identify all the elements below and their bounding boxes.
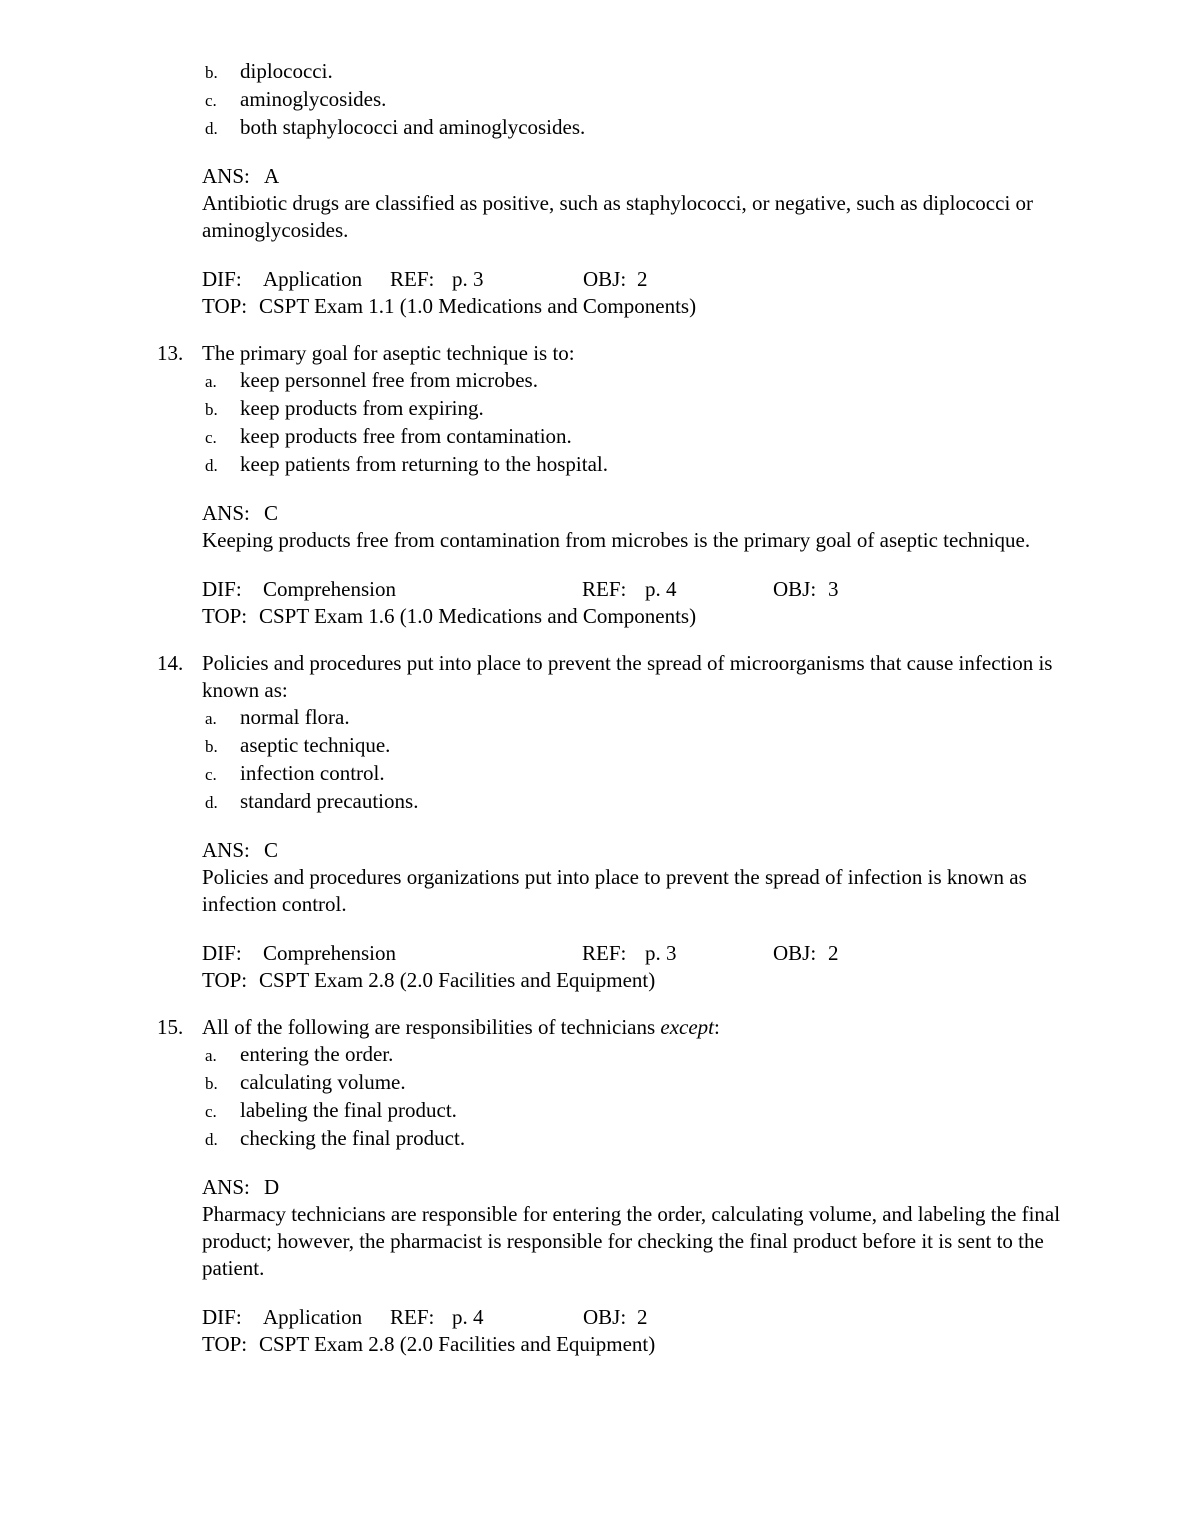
dif-row bbox=[202, 266, 1085, 293]
obj-label: OBJ: bbox=[583, 1305, 627, 1329]
option-text: infection control. bbox=[240, 761, 385, 785]
option-text: keep personnel free from microbes. bbox=[240, 368, 538, 392]
answer-row bbox=[202, 500, 1085, 527]
top-label: TOP: bbox=[202, 968, 248, 992]
ref-value: p. 4 bbox=[645, 577, 677, 601]
question-stem-run: : bbox=[714, 1015, 720, 1039]
option-row bbox=[202, 58, 1085, 86]
options-list bbox=[202, 367, 1085, 479]
question-block-12-partial bbox=[202, 58, 1085, 320]
answer-label: ANS: bbox=[202, 838, 250, 862]
question-text bbox=[157, 650, 1085, 704]
option-letter: c. bbox=[205, 428, 217, 447]
option-text: aseptic technique. bbox=[240, 733, 391, 757]
top-label: TOP: bbox=[202, 604, 248, 628]
question-stem-run: All of the following are responsibilities of technicians bbox=[202, 1015, 661, 1039]
option-text: diplococci. bbox=[240, 59, 333, 83]
option-letter: c. bbox=[205, 1102, 217, 1121]
ref-label: REF: bbox=[582, 577, 627, 601]
option-row bbox=[202, 1097, 1085, 1125]
answer-value: C bbox=[264, 501, 279, 525]
ref-label: REF: bbox=[390, 1305, 435, 1329]
ref-value: p. 3 bbox=[645, 941, 677, 965]
option-text: labeling the final product. bbox=[240, 1098, 457, 1122]
dif-label: DIF: bbox=[202, 267, 242, 291]
rationale-text: Keeping products free from contamination from microbes is the primary goal of aseptic technique. bbox=[202, 528, 1031, 552]
answer-label: ANS: bbox=[202, 501, 250, 525]
option-row bbox=[202, 732, 1085, 760]
top-value: CSPT Exam 2.8 (2.0 Facilities and Equipment) bbox=[259, 968, 656, 992]
question-block-13 bbox=[157, 340, 1085, 630]
option-text: both staphylococci and aminoglycosides. bbox=[240, 115, 586, 139]
answer-label: ANS: bbox=[202, 164, 250, 188]
option-row bbox=[202, 760, 1085, 788]
top-row bbox=[202, 967, 1085, 994]
top-value: CSPT Exam 2.8 (2.0 Facilities and Equipment) bbox=[259, 1332, 656, 1356]
top-row bbox=[202, 1331, 1085, 1358]
option-letter: b. bbox=[205, 1074, 218, 1093]
options-list bbox=[202, 704, 1085, 816]
question-number: 14. bbox=[157, 651, 184, 675]
dif-row bbox=[202, 576, 1085, 603]
obj-value: 3 bbox=[828, 577, 839, 601]
option-row bbox=[202, 1069, 1085, 1097]
option-row bbox=[202, 367, 1085, 395]
rationale-text: Pharmacy technicians are responsible for entering the order, calculating volume, and labeling the final product; however, the pharmacist is responsible for checking the final product before it is sent to the patient. bbox=[202, 1202, 1061, 1280]
option-text: calculating volume. bbox=[240, 1070, 406, 1094]
ref-label: REF: bbox=[582, 941, 627, 965]
option-text: normal flora. bbox=[240, 705, 350, 729]
option-text: aminoglycosides. bbox=[240, 87, 387, 111]
option-letter: a. bbox=[205, 1046, 217, 1065]
option-letter: a. bbox=[205, 372, 217, 391]
obj-value: 2 bbox=[828, 941, 839, 965]
answer-row bbox=[202, 163, 1085, 190]
option-letter: c. bbox=[205, 91, 217, 110]
top-value: CSPT Exam 1.1 (1.0 Medications and Components) bbox=[259, 294, 697, 318]
question-stem-italic: except bbox=[660, 1015, 715, 1039]
option-text: keep products from expiring. bbox=[240, 396, 484, 420]
dif-label: DIF: bbox=[202, 1305, 242, 1329]
option-row bbox=[202, 395, 1085, 423]
top-label: TOP: bbox=[202, 1332, 248, 1356]
options-list bbox=[202, 1041, 1085, 1153]
answer-value: A bbox=[264, 164, 280, 188]
answer-value: C bbox=[264, 838, 279, 862]
question-block-15 bbox=[157, 1014, 1085, 1358]
answer-row bbox=[202, 837, 1085, 864]
answer-value: D bbox=[264, 1175, 280, 1199]
option-row bbox=[202, 423, 1085, 451]
obj-value: 2 bbox=[637, 1305, 648, 1329]
top-row bbox=[202, 603, 1085, 630]
option-letter: d. bbox=[205, 119, 218, 138]
option-letter: b. bbox=[205, 400, 218, 419]
question-number: 13. bbox=[157, 341, 184, 365]
obj-label: OBJ: bbox=[583, 267, 627, 291]
dif-row bbox=[202, 1304, 1085, 1331]
option-letter: b. bbox=[205, 737, 218, 756]
dif-row bbox=[202, 940, 1085, 967]
top-row bbox=[202, 293, 1085, 320]
rationale-text: Policies and procedures organizations put into place to prevent the spread of infection is known as infection control. bbox=[202, 865, 1027, 916]
option-letter: d. bbox=[205, 456, 218, 475]
ref-value: p. 4 bbox=[452, 1305, 484, 1329]
rationale-text: Antibiotic drugs are classified as positive, such as staphylococci, or negative, such as diplococci or aminoglycosides. bbox=[202, 191, 1034, 242]
option-row bbox=[202, 86, 1085, 114]
option-row bbox=[202, 1125, 1085, 1153]
option-text: standard precautions. bbox=[240, 789, 419, 813]
dif-value: Application bbox=[263, 1305, 363, 1329]
dif-label: DIF: bbox=[202, 941, 242, 965]
option-letter: a. bbox=[205, 709, 217, 728]
option-letter: d. bbox=[205, 793, 218, 812]
question-block-14 bbox=[157, 650, 1085, 994]
option-letter: c. bbox=[205, 765, 217, 784]
option-letter: b. bbox=[205, 63, 218, 82]
option-letter: d. bbox=[205, 1130, 218, 1149]
option-row bbox=[202, 788, 1085, 816]
option-row bbox=[202, 114, 1085, 142]
option-text: entering the order. bbox=[240, 1042, 394, 1066]
dif-value: Comprehension bbox=[263, 941, 396, 965]
option-row bbox=[202, 451, 1085, 479]
option-text: keep patients from returning to the hospital. bbox=[240, 452, 608, 476]
option-text: checking the final product. bbox=[240, 1126, 466, 1150]
question-stem: Policies and procedures put into place to prevent the spread of microorganisms that cause infection is known as: bbox=[202, 651, 1053, 702]
dif-label: DIF: bbox=[202, 577, 242, 601]
question-number: 15. bbox=[157, 1015, 184, 1039]
top-label: TOP: bbox=[202, 294, 248, 318]
top-value: CSPT Exam 1.6 (1.0 Medications and Components) bbox=[259, 604, 697, 628]
dif-value: Comprehension bbox=[263, 577, 396, 601]
question-text bbox=[157, 1014, 1085, 1041]
option-text: keep products free from contamination. bbox=[240, 424, 572, 448]
ref-label: REF: bbox=[390, 267, 435, 291]
option-row bbox=[202, 704, 1085, 732]
options-list bbox=[202, 58, 1085, 142]
obj-label: OBJ: bbox=[773, 577, 817, 601]
answer-label: ANS: bbox=[202, 1175, 250, 1199]
question-stem: The primary goal for aseptic technique is to: bbox=[202, 341, 575, 365]
dif-value: Application bbox=[263, 267, 363, 291]
ref-value: p. 3 bbox=[452, 267, 484, 291]
option-row bbox=[202, 1041, 1085, 1069]
obj-label: OBJ: bbox=[773, 941, 817, 965]
obj-value: 2 bbox=[637, 267, 648, 291]
question-text bbox=[157, 340, 1085, 367]
answer-row bbox=[202, 1174, 1085, 1201]
